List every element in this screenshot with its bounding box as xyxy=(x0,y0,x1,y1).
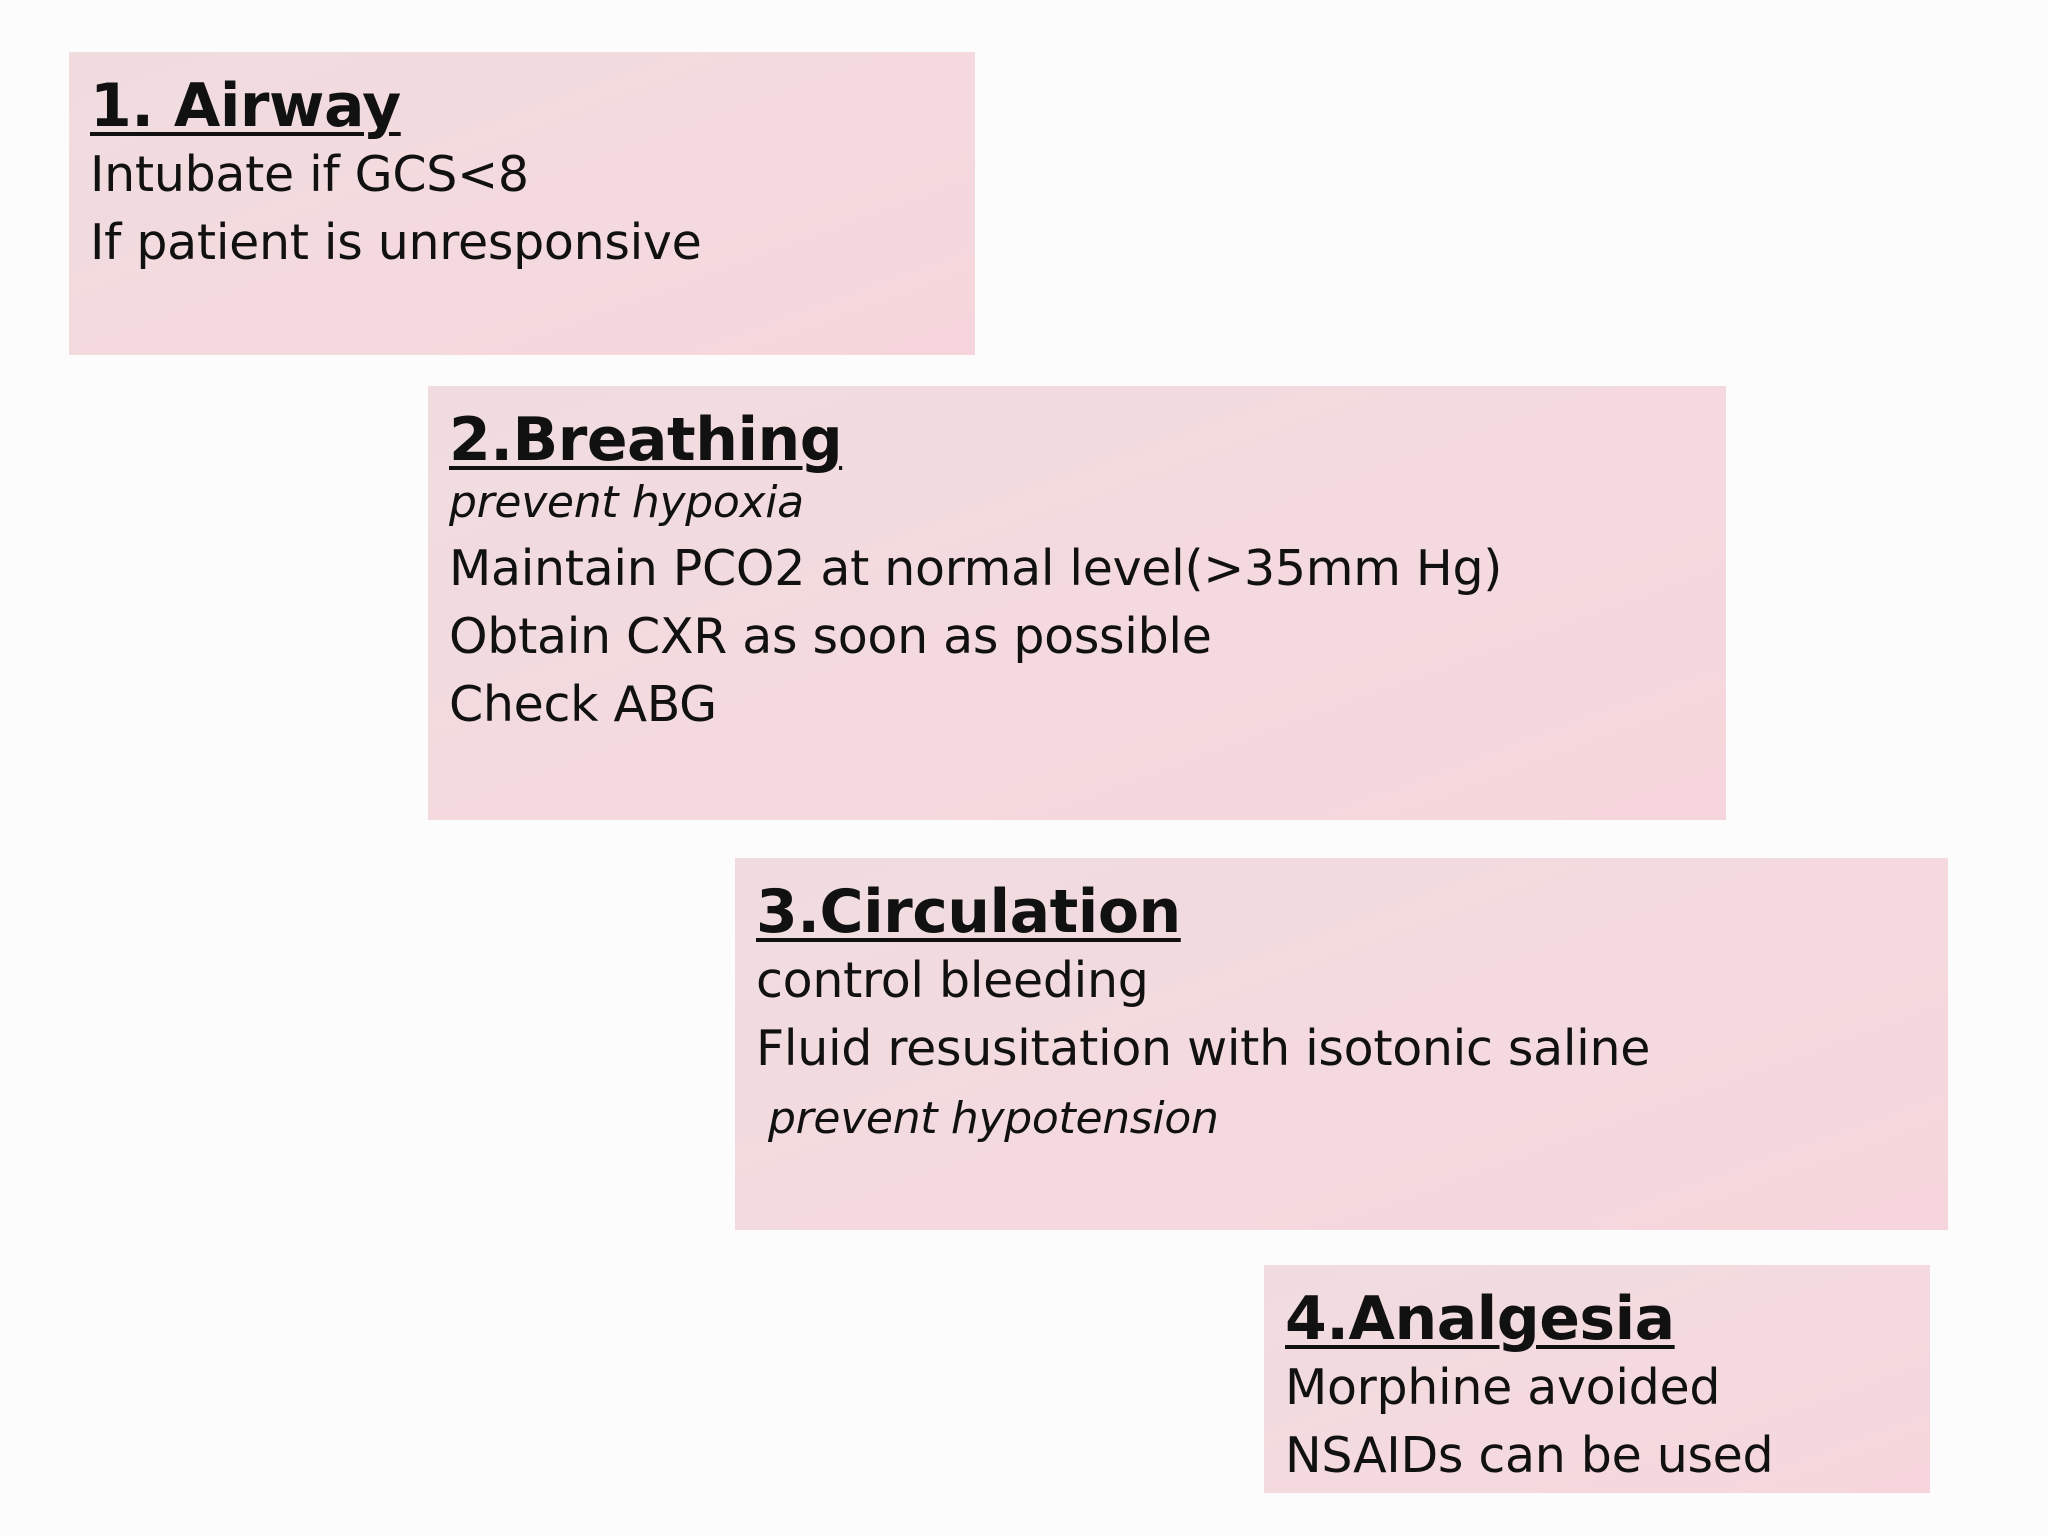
step-breathing-note: prevent hypoxia xyxy=(449,477,804,528)
step-circulation-line: Fluid resusitation with isotonic saline xyxy=(756,1020,1651,1077)
step-airway-line: Intubate if GCS<8 xyxy=(90,146,529,203)
step-breathing-line: Obtain CXR as soon as possible xyxy=(449,608,1212,665)
step-analgesia-line: NSAIDs can be used xyxy=(1285,1427,1774,1484)
step-breathing-line: Maintain PCO2 at normal level(>35mm Hg) xyxy=(449,540,1503,597)
step-circulation-note: prevent hypotension xyxy=(768,1093,1219,1144)
step-breathing-line: Check ABG xyxy=(449,676,717,733)
step-analgesia-box xyxy=(1264,1265,1930,1493)
step-airway-title: 1. Airway xyxy=(90,71,401,141)
step-breathing-box xyxy=(428,386,1726,820)
step-circulation-line: control bleeding xyxy=(756,952,1149,1009)
step-analgesia-title: 4.Analgesia xyxy=(1285,1284,1675,1354)
step-breathing-title: 2.Breathing xyxy=(449,405,843,475)
step-airway-line: If patient is unresponsive xyxy=(90,214,702,271)
step-circulation-box xyxy=(735,858,1948,1230)
step-airway-box xyxy=(69,52,975,355)
step-circulation-title: 3.Circulation xyxy=(756,877,1181,947)
step-analgesia-line: Morphine avoided xyxy=(1285,1359,1721,1416)
